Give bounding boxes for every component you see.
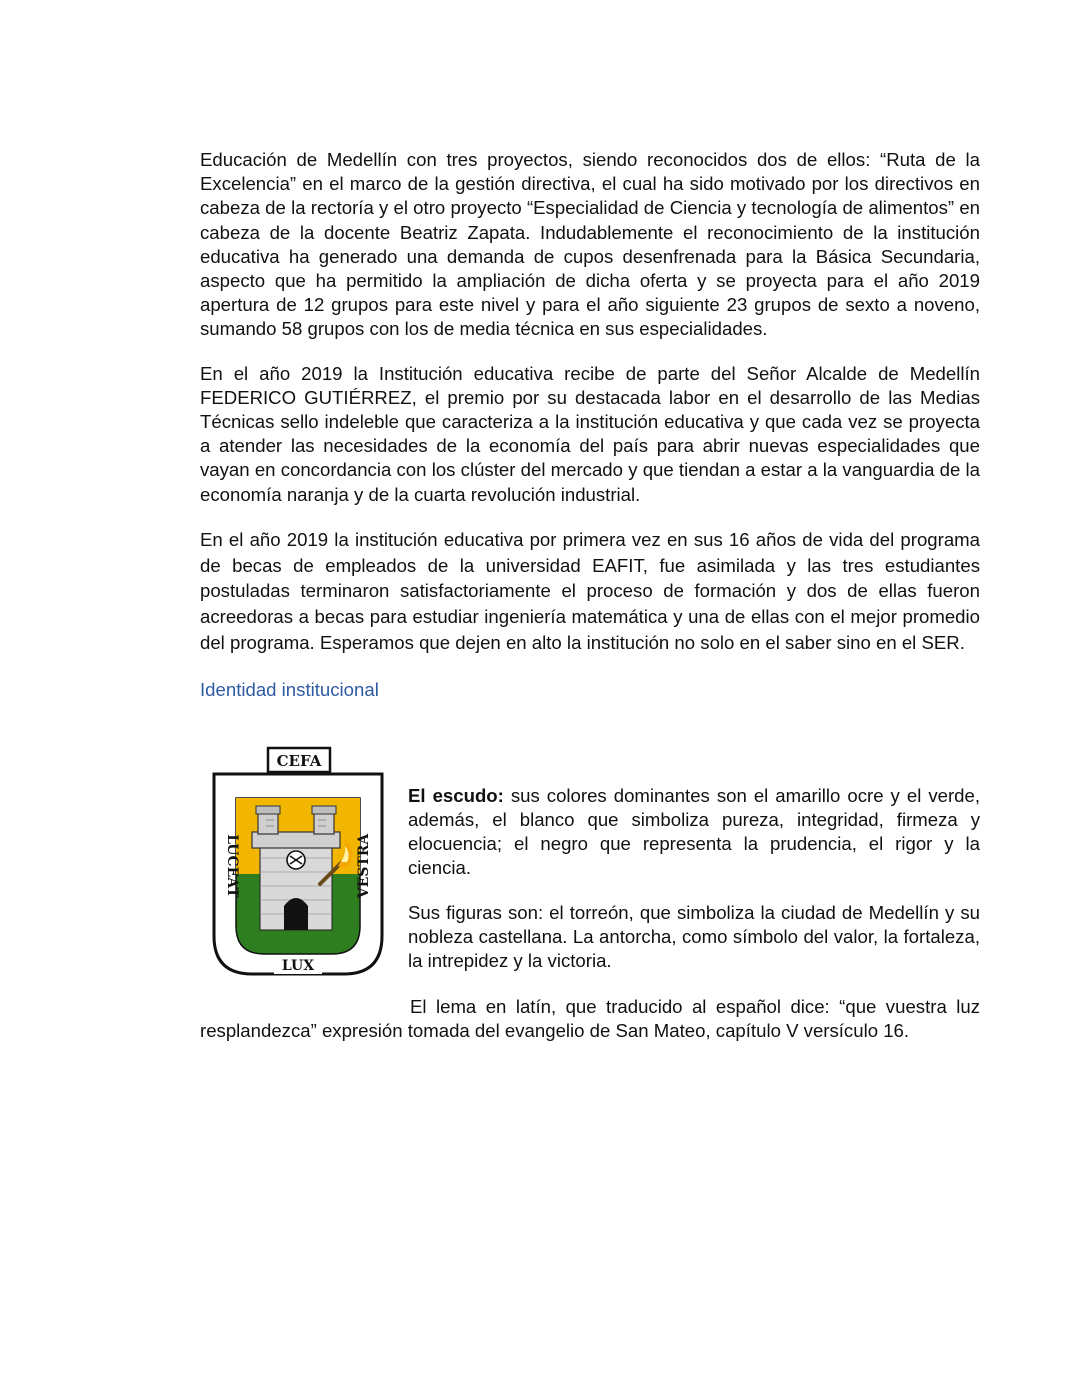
paragraph-eafit-scholarships: En el año 2019 la institución educativa por primera vez en sus 16 años de vida del programa de becas de empleados de la universidad EAFIT, fue asimilada y las tres estudiantes postuladas terminaron satisfactoriamente el proceso de formación y dos de ellas fueron acreedoras a becas para estudiar ingeniería matemática y una de ellas con el mejor promedio del programa. Esperamos que dejen en alto la institución no solo en el saber sino en el SER. bbox=[200, 528, 980, 654]
section-heading-identity: Identidad institucional bbox=[200, 678, 379, 700]
paragraph-achievements: Educación de Medellín con tres proyectos, siendo reconocidos dos de ellos: “Ruta de la Excelencia” en el marco de la gestión directiva, el cual ha sido motivado por los directivos en cabeza de la rectoría y el otro proyecto “Especialidad de Ciencia y tecnología de alimentos” en cabeza de la docente Beatriz Zapata. Indudablemente el reconocimiento de la institución educativa ha generado una demanda de cupos desenfrenada para la Básica Secundaria, aspecto que ha permitido la ampliación de dicha oferta y se proyecta para el año 2019 apertura de 12 grupos para este nivel y para el año siguiente 23 grupos de sexto a noveno, sumando 58 grupos con los de media técnica en sus especialidades. bbox=[200, 149, 980, 340]
shield-lux-text: LUX bbox=[281, 957, 315, 974]
shield-icon bbox=[210, 746, 386, 980]
document-page bbox=[200, 148, 980, 1044]
shield-colors-text: sus colores dominantes son el amarillo ocre y el verde, además, el blanco que simboliza pureza, integridad, firmeza y elocuencia; el negro que representa la prudencia, el rigor y la ciencia. bbox=[408, 784, 980, 879]
shield-luceat-text: LUCEAT bbox=[224, 834, 240, 898]
shield-cefa-text: CEFA bbox=[276, 751, 322, 770]
shield-lead-label: El escudo: bbox=[408, 784, 504, 806]
shield-vestra-text: VESTRA bbox=[356, 833, 372, 899]
shield-section bbox=[200, 736, 980, 1044]
institution-shield-logo bbox=[210, 746, 386, 980]
shield-figures-paragraph: Sus figuras son: el torreón, que simboliza la ciudad de Medellín y su nobleza castellana. La antorcha, como símbolo del valor, la fortaleza, la intrepidez y la victoria. bbox=[408, 901, 980, 972]
shield-motto-paragraph: El lema en latín, que traducido al español dice: “que vuestra luz resplandezca” expresión tomada del evangelio de San Mateo, capítulo V versículo 16. bbox=[200, 996, 980, 1042]
paragraph-mayor-award: En el año 2019 la Institución educativa recibe de parte del Señor Alcalde de Medellín FEDERICO GUTIÉRREZ, el premio por su destacada labor en el desarrollo de las Medias Técnicas sello indeleble que caracteriza a la institución educativa y que cada vez se proyecta a atender las necesidades de la economía del país para abrir nuevas especialidades que vayan en concordancia con los clúster del mercado y que tiendan a estar a la vanguardia de la economía naranja y de la cuarta revolución industrial. bbox=[200, 362, 980, 505]
